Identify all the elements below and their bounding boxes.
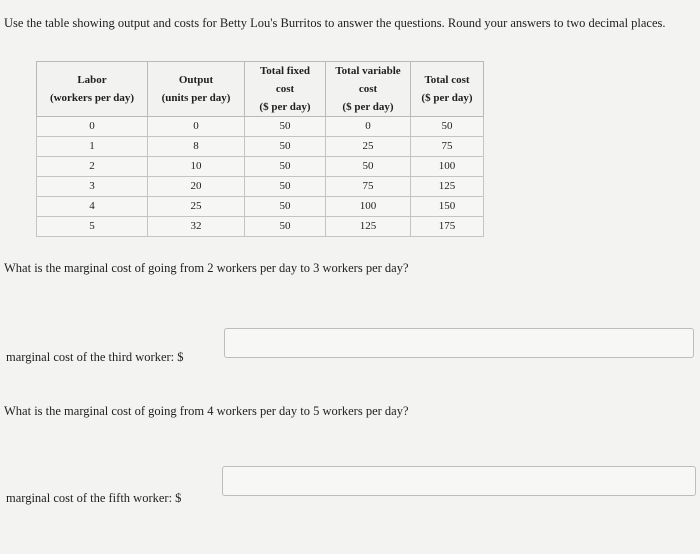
header-labor bbox=[37, 62, 148, 117]
table-row bbox=[37, 157, 484, 177]
cell-total-fixed-cost: 50 bbox=[245, 157, 326, 177]
cell-labor: 5 bbox=[37, 217, 148, 237]
header-tc-line1: Total cost bbox=[424, 74, 470, 86]
table-row bbox=[37, 177, 484, 197]
cell-total-cost: 100 bbox=[411, 157, 484, 177]
header-tc-line2: ($ per day) bbox=[421, 92, 473, 104]
cell-total-cost: 75 bbox=[411, 137, 484, 157]
header-tfc-line1: Total fixed bbox=[259, 65, 310, 77]
header-output-line2: (units per day) bbox=[161, 92, 231, 104]
question-1-text: What is the marginal cost of going from 2 workers per day to 3 workers per day? bbox=[4, 261, 409, 275]
header-labor-line1: Labor bbox=[77, 74, 107, 86]
cell-total-variable-cost: 25 bbox=[326, 137, 411, 157]
marginal-cost-fifth-worker-input[interactable] bbox=[222, 466, 696, 496]
cell-labor: 2 bbox=[37, 157, 148, 177]
answer-1-label: marginal cost of the third worker: $ bbox=[6, 350, 184, 364]
cell-labor: 1 bbox=[37, 137, 148, 157]
cell-output: 20 bbox=[148, 177, 245, 197]
header-output-line1: Output bbox=[178, 74, 214, 86]
cell-total-variable-cost: 50 bbox=[326, 157, 411, 177]
cell-output: 25 bbox=[148, 197, 245, 217]
cell-total-fixed-cost: 50 bbox=[245, 117, 326, 137]
cell-total-cost: 125 bbox=[411, 177, 484, 197]
table-header-row bbox=[37, 62, 484, 117]
cell-total-cost: 150 bbox=[411, 197, 484, 217]
header-tfc-line2: cost bbox=[275, 83, 295, 95]
cell-total-variable-cost: 100 bbox=[326, 197, 411, 217]
answer-2-label: marginal cost of the fifth worker: $ bbox=[6, 491, 182, 505]
header-tfc-line3: ($ per day) bbox=[259, 101, 311, 113]
instructions-text: Use the table showing output and costs for Betty Lou's Burritos to answer the questions. Round your answers to two decimal places. bbox=[4, 16, 666, 30]
table-row bbox=[37, 197, 484, 217]
marginal-cost-third-worker-input[interactable] bbox=[224, 328, 694, 358]
cell-output: 32 bbox=[148, 217, 245, 237]
cell-total-cost: 175 bbox=[411, 217, 484, 237]
cell-total-variable-cost: 125 bbox=[326, 217, 411, 237]
cell-total-fixed-cost: 50 bbox=[245, 177, 326, 197]
cell-labor: 0 bbox=[37, 117, 148, 137]
table-row bbox=[37, 117, 484, 137]
header-total-variable-cost bbox=[326, 62, 411, 117]
cell-output: 0 bbox=[148, 117, 245, 137]
header-labor-line2: (workers per day) bbox=[49, 92, 135, 104]
cell-total-fixed-cost: 50 bbox=[245, 137, 326, 157]
cost-table-wrapper bbox=[36, 61, 484, 237]
cost-table bbox=[36, 61, 484, 237]
cell-output: 8 bbox=[148, 137, 245, 157]
cell-total-variable-cost: 75 bbox=[326, 177, 411, 197]
cell-total-fixed-cost: 50 bbox=[245, 217, 326, 237]
cell-labor: 4 bbox=[37, 197, 148, 217]
header-total-cost bbox=[411, 62, 484, 117]
table-row bbox=[37, 137, 484, 157]
cell-total-cost: 50 bbox=[411, 117, 484, 137]
table-row bbox=[37, 217, 484, 237]
header-total-fixed-cost bbox=[245, 62, 326, 117]
header-output bbox=[148, 62, 245, 117]
cell-labor: 3 bbox=[37, 177, 148, 197]
question-2-text: What is the marginal cost of going from 4 workers per day to 5 workers per day? bbox=[4, 404, 409, 418]
cell-output: 10 bbox=[148, 157, 245, 177]
cell-total-fixed-cost: 50 bbox=[245, 197, 326, 217]
cell-total-variable-cost: 0 bbox=[326, 117, 411, 137]
header-tvc-line3: ($ per day) bbox=[342, 101, 394, 113]
header-tvc-line2: cost bbox=[358, 83, 378, 95]
header-tvc-line1: Total variable bbox=[335, 65, 401, 77]
